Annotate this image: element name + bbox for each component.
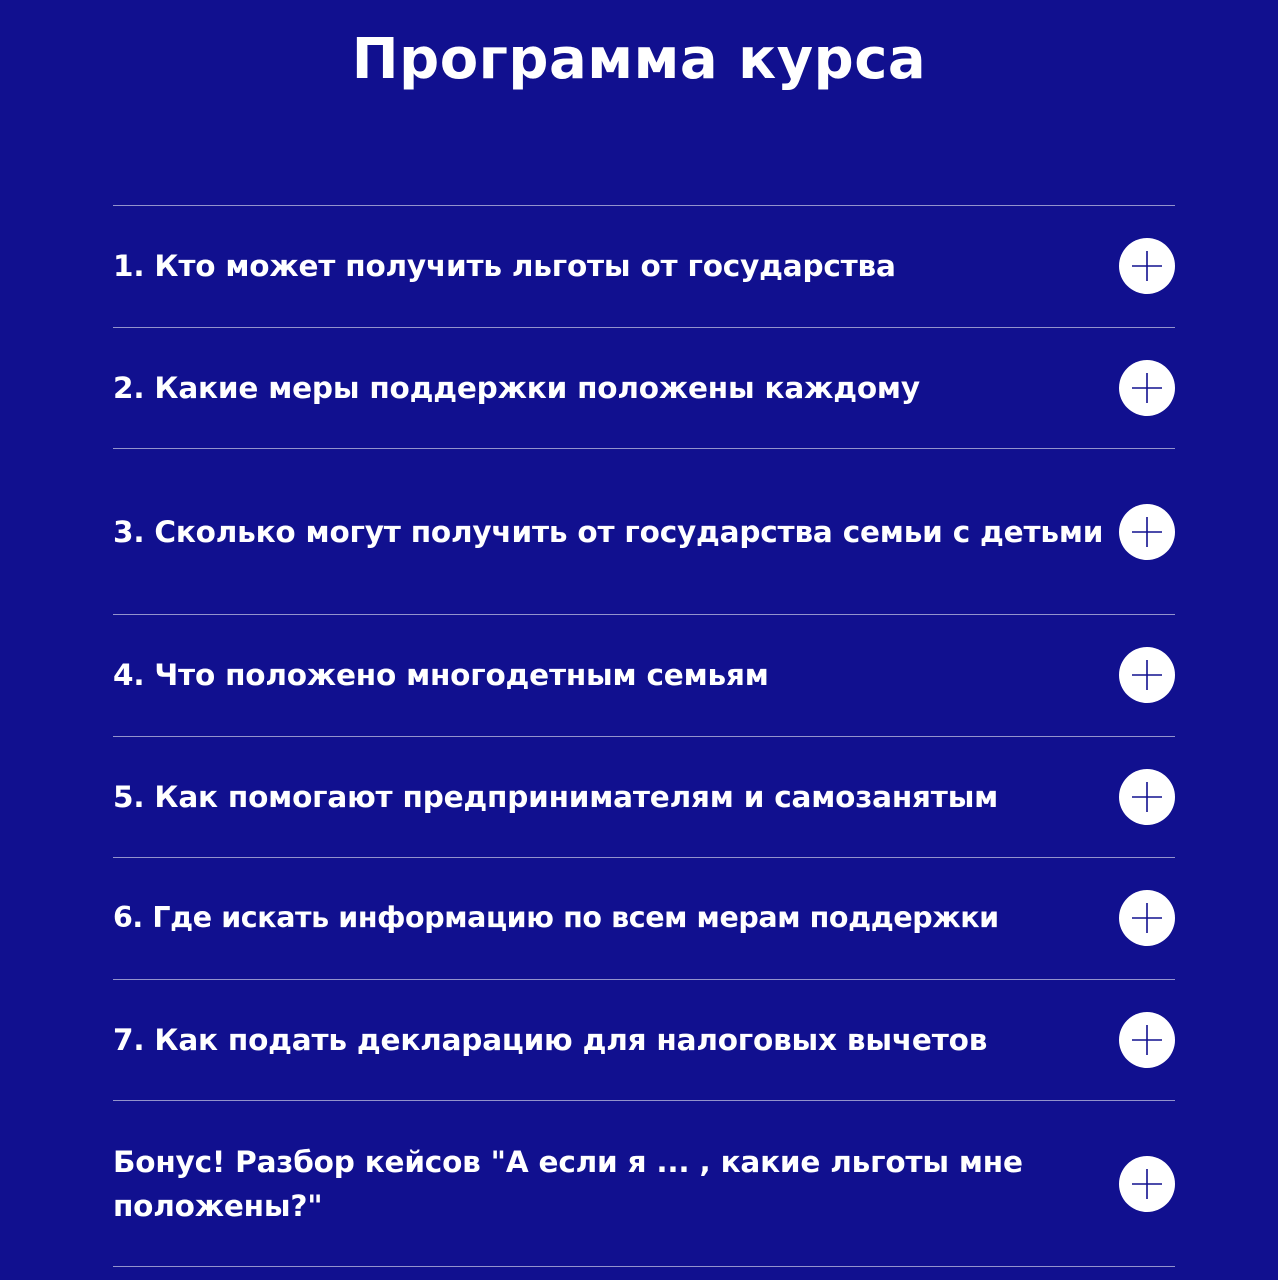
plus-icon bbox=[1119, 890, 1175, 946]
expand-button[interactable] bbox=[1119, 238, 1175, 294]
plus-icon bbox=[1119, 238, 1175, 294]
accordion-item-7[interactable] bbox=[113, 980, 1175, 1102]
page-title: Программа курса bbox=[351, 27, 927, 92]
expand-button[interactable] bbox=[1119, 769, 1175, 825]
course-program-accordion bbox=[113, 205, 1175, 1267]
expand-button[interactable] bbox=[1119, 1156, 1175, 1212]
accordion-item-label: 5. Как помогают предпринимателям и самозанятым bbox=[113, 779, 999, 814]
accordion-item-2[interactable] bbox=[113, 328, 1175, 450]
accordion-item-label: 2. Какие меры поддержки положены каждому bbox=[113, 370, 920, 405]
accordion-item-4[interactable] bbox=[113, 615, 1175, 737]
expand-button[interactable] bbox=[1119, 360, 1175, 416]
accordion-item-label: 7. Как подать декларацию для налоговых вычетов bbox=[113, 1022, 988, 1057]
plus-icon bbox=[1119, 360, 1175, 416]
accordion-item-label: 6. Где искать информацию по всем мерам поддержки bbox=[113, 901, 999, 935]
expand-button[interactable] bbox=[1119, 1012, 1175, 1068]
accordion-item-bonus[interactable] bbox=[113, 1101, 1175, 1267]
accordion-item-5[interactable] bbox=[113, 737, 1175, 859]
plus-icon bbox=[1119, 647, 1175, 703]
expand-button[interactable] bbox=[1119, 647, 1175, 703]
accordion-item-label: 4. Что положено многодетным семьям bbox=[113, 658, 769, 693]
plus-icon bbox=[1119, 769, 1175, 825]
accordion-item-3[interactable] bbox=[113, 449, 1175, 615]
accordion-item-label: Бонус! Разбор кейсов "А если я ... , какие льготы мне положены?" bbox=[113, 1144, 1023, 1223]
expand-button[interactable] bbox=[1119, 504, 1175, 560]
plus-icon bbox=[1119, 1012, 1175, 1068]
plus-icon bbox=[1119, 504, 1175, 560]
accordion-item-label: 1. Кто может получить льготы от государства bbox=[113, 249, 896, 284]
expand-button[interactable] bbox=[1119, 890, 1175, 946]
plus-icon bbox=[1119, 1156, 1175, 1212]
accordion-item-1[interactable] bbox=[113, 206, 1175, 328]
accordion-item-6[interactable] bbox=[113, 858, 1175, 980]
accordion-item-label: 3. Сколько могут получить от государства семьи с детьми bbox=[113, 514, 1104, 549]
